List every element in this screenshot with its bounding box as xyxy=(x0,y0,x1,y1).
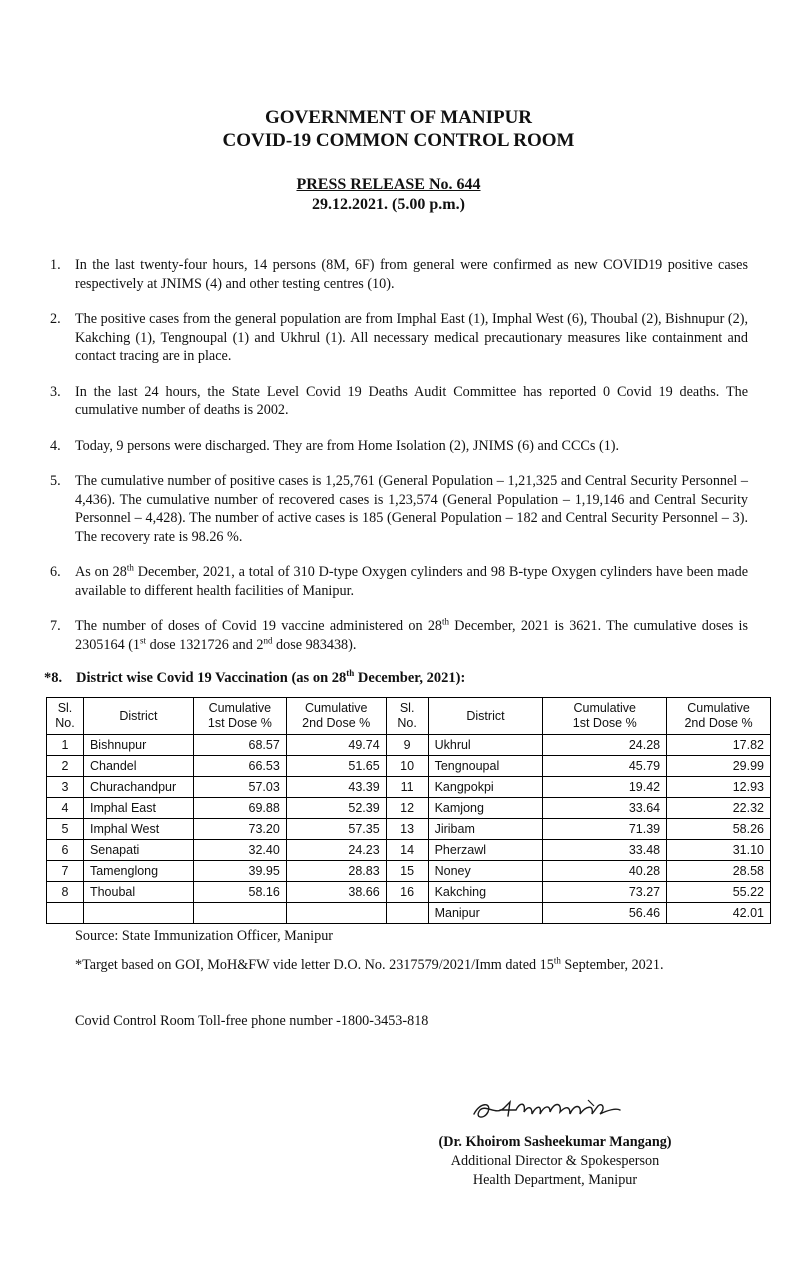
district-cell: Imphal West xyxy=(83,819,193,840)
first-dose-cell: 33.64 xyxy=(543,798,667,819)
first-dose-cell: 73.20 xyxy=(193,819,286,840)
sl-no-cell: 12 xyxy=(386,798,428,819)
text-run: The number of doses of Covid 19 vaccine administered on 28 xyxy=(75,618,443,634)
text-run: December, 2021 is 3621. The cumulative doses is 2305164 (1 xyxy=(75,618,748,653)
sl-no-cell: 14 xyxy=(386,840,428,861)
col-district: District xyxy=(428,698,543,735)
release-items xyxy=(0,256,797,671)
table-row xyxy=(47,798,771,819)
government-heading: GOVERNMENT OF MANIPUR xyxy=(264,107,533,128)
first-dose-cell: 33.48 xyxy=(543,840,667,861)
district-cell: Manipur xyxy=(428,903,543,924)
item-number: 7. xyxy=(50,618,61,634)
col-second-dose: Cumulative 2nd Dose % xyxy=(667,698,771,735)
first-dose-cell: 57.03 xyxy=(193,777,286,798)
sl-no-cell: 16 xyxy=(386,882,428,903)
second-dose-cell: 28.58 xyxy=(667,861,771,882)
sl-no-cell: 2 xyxy=(47,756,84,777)
first-dose-cell: 32.40 xyxy=(193,840,286,861)
sl-no-cell: 4 xyxy=(47,798,84,819)
signatory-department: Health Department, Manipur xyxy=(472,1172,638,1188)
district-cell: Tengnoupal xyxy=(428,756,543,777)
second-dose-cell: 12.93 xyxy=(667,777,771,798)
list-item xyxy=(0,563,797,600)
text-run: *Target based on GOI, MoH&FW vide letter D.O. No. 2317579/2021/Imm dated 15 xyxy=(75,957,554,973)
superscript: th xyxy=(126,562,134,573)
district-cell: Noney xyxy=(428,861,543,882)
col-sl-no: Sl. No. xyxy=(47,698,84,735)
second-dose-cell: 17.82 xyxy=(667,735,771,756)
source-note: Source: State Immunization Officer, Manipur xyxy=(75,928,334,944)
district-cell: Thoubal xyxy=(83,882,193,903)
table-row xyxy=(47,777,771,798)
second-dose-cell: 55.22 xyxy=(667,882,771,903)
sl-no-cell: 15 xyxy=(386,861,428,882)
col-second-dose: Cumulative 2nd Dose % xyxy=(286,698,386,735)
second-dose-cell: 22.32 xyxy=(667,798,771,819)
signatory-designation: Additional Director & Spokesperson xyxy=(450,1153,660,1169)
text-run: District wise Covid 19 Vaccination (as on 28 xyxy=(76,670,347,686)
text-run: December, 2021): xyxy=(354,670,466,686)
item-text: Today, 9 persons were discharged. They are from Home Isolation (2), JNIMS (6) and CCCs (1). xyxy=(75,437,620,454)
second-dose-cell: 24.23 xyxy=(286,840,386,861)
empty-cell xyxy=(83,903,193,924)
vaccination-table-body xyxy=(47,735,771,924)
first-dose-cell: 39.95 xyxy=(193,861,286,882)
item-number: 3. xyxy=(50,383,61,400)
table-total-row xyxy=(47,903,771,924)
sl-no-cell: 13 xyxy=(386,819,428,840)
superscript: nd xyxy=(263,634,273,645)
list-item xyxy=(0,256,797,293)
item-text: In the last twenty-four hours, 14 persons (8M, 6F) from general were confirmed as new COVID19 positive cases respectively at JNIMS (4) and other testing centres (10). xyxy=(75,257,748,292)
empty-cell xyxy=(386,903,428,924)
second-dose-cell: 57.35 xyxy=(286,819,386,840)
item-number: 1. xyxy=(50,257,61,273)
district-cell: Chandel xyxy=(83,756,193,777)
first-dose-cell: 69.88 xyxy=(193,798,286,819)
item-number: 5. xyxy=(50,473,61,489)
superscript: th xyxy=(442,616,450,627)
second-dose-cell: 31.10 xyxy=(667,840,771,861)
col-district: District xyxy=(83,698,193,735)
vaccination-heading xyxy=(44,670,465,687)
col-first-dose: Cumulative 1st Dose % xyxy=(543,698,667,735)
item-text: The cumulative number of positive cases is 1,25,761 (General Population – 1,21,325 and Central Security Personnel – 4,436). The cumulative number of recovered cases is 1,23,574 (General Population – 1,19,146 and Central Security Personnel – 4,428). The number of active cases is 185 (General Population – 182 and Central Security Personnel – 3). The recovery rate is 98.26 %. xyxy=(75,473,748,545)
sl-no-cell: 6 xyxy=(47,840,84,861)
item-text: The positive cases from the general population are from Imphal East (1), Imphal West (6), Thoubal (2), Bishnupur (2), Kakching (1), Tengnoupal (1) and Ukhrul (1). All necessary medical precautionary measures like containment and contact tracing are in place. xyxy=(75,311,748,364)
item-number: 6. xyxy=(50,564,61,580)
first-dose-cell: 24.28 xyxy=(543,735,667,756)
first-dose-cell: 68.57 xyxy=(193,735,286,756)
first-dose-cell: 71.39 xyxy=(543,819,667,840)
superscript: th xyxy=(346,668,355,679)
district-cell: Senapati xyxy=(83,840,193,861)
table-row xyxy=(47,861,771,882)
district-cell: Kakching xyxy=(428,882,543,903)
item-text: In the last 24 hours, the State Level Covid 19 Deaths Audit Committee has reported 0 Covid 19 deaths. The cumulative number of deaths is 2002. xyxy=(75,383,748,418)
district-cell: Ukhrul xyxy=(428,735,543,756)
first-dose-cell: 45.79 xyxy=(543,756,667,777)
text-run: September, 2021. xyxy=(560,957,664,973)
signatory-name: (Dr. Khoirom Sasheekumar Mangang) xyxy=(438,1134,672,1150)
table-row xyxy=(47,756,771,777)
second-dose-cell: 38.66 xyxy=(286,882,386,903)
list-item xyxy=(0,472,797,546)
district-cell: Kamjong xyxy=(428,798,543,819)
list-item xyxy=(0,310,797,366)
text-run: dose 983438). xyxy=(272,636,357,653)
first-dose-cell: 56.46 xyxy=(543,903,667,924)
empty-cell xyxy=(286,903,386,924)
table-row xyxy=(47,819,771,840)
district-cell: Pherzawl xyxy=(428,840,543,861)
district-cell: Imphal East xyxy=(83,798,193,819)
second-dose-cell: 43.39 xyxy=(286,777,386,798)
second-dose-cell: 29.99 xyxy=(667,756,771,777)
signature-image xyxy=(470,1092,640,1126)
release-date: 29.12.2021. (5.00 p.m.) xyxy=(312,196,465,213)
first-dose-cell: 19.42 xyxy=(543,777,667,798)
sl-no-cell: 5 xyxy=(47,819,84,840)
list-item xyxy=(0,437,797,456)
second-dose-cell: 51.65 xyxy=(286,756,386,777)
sl-no-cell: 8 xyxy=(47,882,84,903)
table-row xyxy=(47,840,771,861)
second-dose-cell: 42.01 xyxy=(667,903,771,924)
vaccination-table xyxy=(46,697,771,924)
col-sl-no: Sl. No. xyxy=(386,698,428,735)
sl-no-cell: 9 xyxy=(386,735,428,756)
empty-cell xyxy=(47,903,84,924)
empty-cell xyxy=(193,903,286,924)
list-item xyxy=(0,617,797,654)
sl-no-cell: 1 xyxy=(47,735,84,756)
col-first-dose: Cumulative 1st Dose % xyxy=(193,698,286,735)
control-room-heading: COVID-19 COMMON CONTROL ROOM xyxy=(222,130,575,151)
press-release-number: PRESS RELEASE No. 644 xyxy=(296,176,481,193)
table-row xyxy=(47,882,771,903)
sl-no-cell: 10 xyxy=(386,756,428,777)
first-dose-cell: 66.53 xyxy=(193,756,286,777)
district-cell: Kangpokpi xyxy=(428,777,543,798)
second-dose-cell: 28.83 xyxy=(286,861,386,882)
table-row xyxy=(47,735,771,756)
section-number: *8. xyxy=(44,670,63,686)
text-run: As on 28 xyxy=(75,564,127,580)
district-cell: Churachandpur xyxy=(83,777,193,798)
item-text xyxy=(75,563,748,600)
sl-no-cell: 11 xyxy=(386,777,428,798)
sl-no-cell: 7 xyxy=(47,861,84,882)
first-dose-cell: 40.28 xyxy=(543,861,667,882)
district-cell: Bishnupur xyxy=(83,735,193,756)
first-dose-cell: 58.16 xyxy=(193,882,286,903)
second-dose-cell: 58.26 xyxy=(667,819,771,840)
superscript: st xyxy=(140,634,147,645)
second-dose-cell: 52.39 xyxy=(286,798,386,819)
second-dose-cell: 49.74 xyxy=(286,735,386,756)
table-header-row xyxy=(47,698,771,735)
sl-no-cell: 3 xyxy=(47,777,84,798)
tollfree-number: Covid Control Room Toll-free phone number -1800-3453-818 xyxy=(75,1013,429,1029)
list-item xyxy=(0,383,797,420)
district-cell: Tamenglong xyxy=(83,861,193,882)
text-run: December, 2021, a total of 310 D-type Oxygen cylinders and 98 B-type Oxygen cylinders have been made available to different health facilities of Manipur. xyxy=(75,564,748,599)
text-run: dose 1321726 and 2 xyxy=(146,636,264,653)
item-number: 4. xyxy=(50,437,61,454)
item-number: 2. xyxy=(50,311,61,327)
target-note xyxy=(75,957,664,974)
first-dose-cell: 73.27 xyxy=(543,882,667,903)
item-text xyxy=(75,617,748,654)
district-cell: Jiribam xyxy=(428,819,543,840)
superscript: th xyxy=(553,955,561,966)
